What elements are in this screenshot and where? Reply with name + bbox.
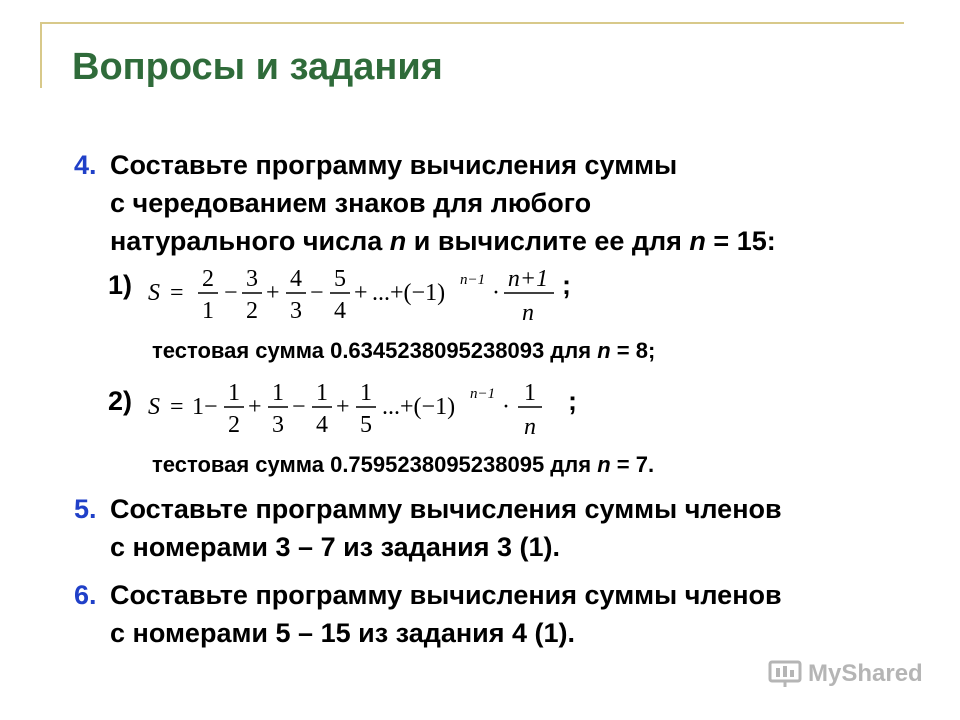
formula-eq: = [170, 280, 184, 306]
formula-sign: − [204, 394, 218, 420]
text-fragment: = 8; [610, 338, 656, 363]
formula-tail: ...+(−1) [372, 280, 446, 306]
task-text-line: Составьте программу вычисления суммы членов [110, 494, 782, 524]
task-text-line: Составьте программу вычисления суммы членов [110, 580, 782, 610]
watermark-text: MyShared [808, 660, 923, 687]
formula-tail: ...+(−1) [382, 394, 456, 420]
formula-sign: − [310, 280, 324, 306]
formula-sign: + [354, 280, 368, 306]
task-text-line: с номерами 3 – 7 из задания 3 (1). [110, 532, 561, 562]
slide-title: Вопросы и задания [72, 46, 443, 88]
fraction-numerator: 5 [334, 266, 346, 292]
semicolon: ; [562, 270, 571, 300]
fraction-denominator: 2 [228, 412, 240, 438]
frame-top-line [40, 22, 904, 24]
task-5 [74, 490, 782, 566]
fraction-denominator: 4 [334, 298, 346, 324]
text-fragment: тестовая сумма 0.7595238095238095 для [152, 452, 598, 477]
text-fragment: натурального числа [110, 226, 390, 256]
formula-exponent: n−1 [470, 386, 496, 402]
fraction-numerator: 3 [246, 266, 258, 292]
task-number: 6. [74, 580, 97, 610]
task-text-line: Составьте программу вычисления суммы [110, 150, 678, 180]
frame-left-line [40, 22, 42, 88]
fraction-numerator: n+1 [507, 266, 549, 292]
text-fragment: = 15: [705, 226, 776, 256]
formula-2 [146, 372, 566, 444]
formula-sign: + [248, 394, 262, 420]
task-text-line: с номерами 5 – 15 из задания 4 (1). [110, 618, 576, 648]
formula-exponent: n−1 [460, 272, 486, 288]
formula-dot: · [502, 394, 510, 420]
variable-n: n [597, 338, 611, 363]
subtask-2-label: 2) [108, 386, 133, 416]
task-number: 4. [74, 150, 97, 180]
test-sum-line-1 [152, 338, 655, 364]
variable-n: n [597, 452, 611, 477]
formula-eq: = [170, 394, 184, 420]
presentation-icon [768, 659, 802, 689]
test-sum-line-2 [152, 452, 654, 478]
fraction-denominator: n [522, 300, 534, 326]
fraction-numerator: 4 [290, 266, 302, 292]
task-4 [74, 146, 776, 260]
text-fragment: тестовая сумма 0.6345238095238093 для [152, 338, 598, 363]
variable-n: n [689, 226, 706, 256]
watermark [768, 656, 923, 692]
fraction-denominator: 1 [202, 298, 214, 324]
fraction-denominator: 2 [246, 298, 258, 324]
semicolon: ; [568, 386, 577, 416]
fraction-denominator: 4 [316, 412, 328, 438]
formula-lhs: S [148, 280, 160, 306]
text-fragment: и вычислите ее для [406, 226, 690, 256]
task-number: 5. [74, 494, 97, 524]
formula-dot: · [492, 280, 500, 306]
fraction-denominator: 5 [360, 412, 372, 438]
variable-n: n [389, 226, 407, 256]
task-text-line: с чередованием знаков для любого [110, 188, 592, 218]
fraction-numerator: 1 [360, 380, 372, 406]
fraction-numerator: 1 [272, 380, 284, 406]
formula-first-term: 1 [192, 394, 204, 420]
formula-sign: + [336, 394, 350, 420]
formula-sign: − [224, 280, 238, 306]
task-6 [74, 576, 782, 652]
formula-1 [146, 258, 558, 330]
formula-sign: + [266, 280, 280, 306]
task-text-line [110, 222, 776, 260]
fraction-denominator: 3 [272, 412, 284, 438]
text-fragment: = 7. [610, 452, 655, 477]
fraction-numerator: 1 [316, 380, 328, 406]
fraction-numerator: 1 [228, 380, 240, 406]
fraction-denominator: n [524, 414, 536, 440]
fraction-numerator: 2 [202, 266, 214, 292]
fraction-numerator: 1 [524, 380, 536, 406]
subtask-1-label: 1) [108, 270, 133, 300]
fraction-denominator: 3 [290, 298, 302, 324]
formula-lhs: S [148, 394, 160, 420]
formula-sign: − [292, 394, 306, 420]
